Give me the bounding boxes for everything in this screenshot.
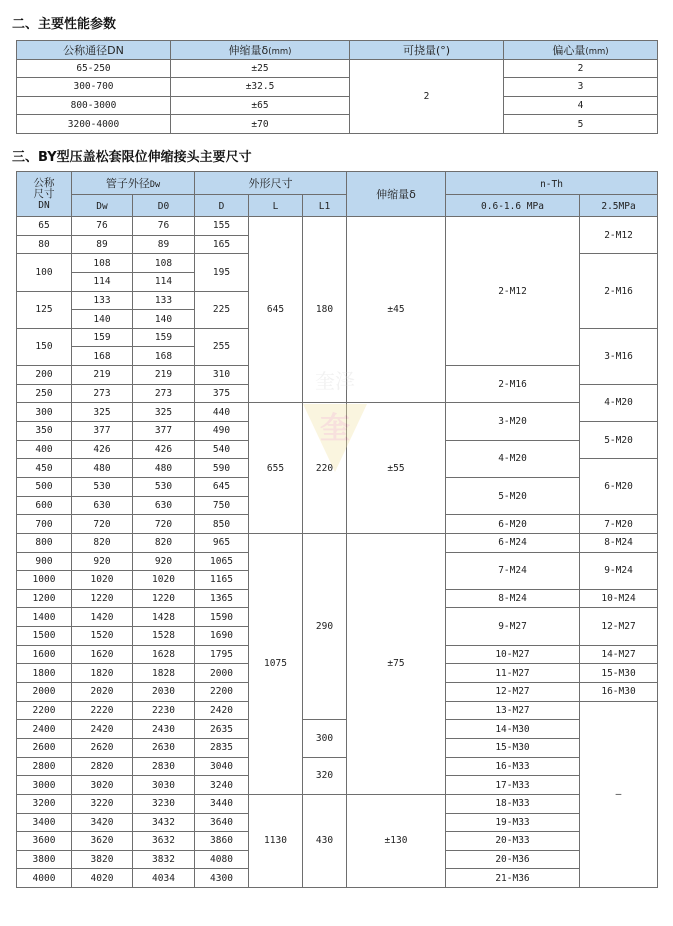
- cell-d0: 3832: [133, 850, 195, 869]
- cell-eccentric: 5: [504, 115, 658, 134]
- cell-d0: 133: [133, 291, 195, 310]
- cell-expansion: ±55: [347, 403, 446, 533]
- cell-dn: 600: [17, 496, 72, 515]
- cell-dw: 480: [72, 459, 133, 478]
- cell-dn: 400: [17, 440, 72, 459]
- table-row: [17, 794, 658, 813]
- cell-bolts-low-pressure: 18-M33: [446, 794, 580, 813]
- cell-dn: 1600: [17, 645, 72, 664]
- cell-dw: 377: [72, 422, 133, 441]
- cell-d0: 3632: [133, 832, 195, 851]
- cell-expansion: ±65: [171, 96, 350, 115]
- cell-dn: 2800: [17, 757, 72, 776]
- cell-bolts-low-pressure: 6-M24: [446, 533, 580, 552]
- cell-dn: 800: [17, 533, 72, 552]
- cell-dw: 426: [72, 440, 133, 459]
- cell-d: 225: [195, 291, 249, 328]
- header-deflection: 可挠量(°): [350, 41, 504, 60]
- cell-d0: 820: [133, 533, 195, 552]
- cell-d: 310: [195, 366, 249, 385]
- cell-expansion: ±25: [171, 59, 350, 78]
- cell-d: 375: [195, 384, 249, 403]
- cell-dw: 89: [72, 235, 133, 254]
- cell-dn: 1500: [17, 627, 72, 646]
- cell-dn: 3200-4000: [17, 115, 171, 134]
- cell-dn: 300-700: [17, 78, 171, 97]
- cell-d0: 630: [133, 496, 195, 515]
- header-dw: Dw: [72, 195, 133, 217]
- cell-d0: 4034: [133, 869, 195, 888]
- cell-dw: 1820: [72, 664, 133, 683]
- cell-d: 3640: [195, 813, 249, 832]
- cell-dn: 2200: [17, 701, 72, 720]
- cell-dn: 700: [17, 515, 72, 534]
- cell-d0: 530: [133, 477, 195, 496]
- cell-d0: 114: [133, 272, 195, 291]
- cell-d0: 920: [133, 552, 195, 571]
- header-pressure-low: 0.6-1.6 MPa: [446, 195, 580, 217]
- cell-d: 2635: [195, 720, 249, 739]
- table-row: [17, 720, 658, 739]
- cell-bolts-low-pressure: 7-M24: [446, 552, 580, 589]
- cell-d0: 3432: [133, 813, 195, 832]
- header-l1: L1: [303, 195, 347, 217]
- cell-dn: 65: [17, 217, 72, 236]
- cell-d0: 1428: [133, 608, 195, 627]
- cell-d: 4300: [195, 869, 249, 888]
- header-dn: 公称 尺寸 DN: [17, 172, 72, 217]
- cell-d0: 2630: [133, 738, 195, 757]
- cell-bolts-high-pressure: 14-M27: [580, 645, 658, 664]
- cell-dw: 630: [72, 496, 133, 515]
- cell-l1: 220: [303, 403, 347, 533]
- cell-dw: 1520: [72, 627, 133, 646]
- cell-bolts-low-pressure: 3-M20: [446, 403, 580, 440]
- cell-dn: 80: [17, 235, 72, 254]
- cell-dn: 2600: [17, 738, 72, 757]
- cell-bolts-high-pressure: 4-M20: [580, 384, 658, 421]
- cell-d: 1365: [195, 589, 249, 608]
- cell-dn: 2400: [17, 720, 72, 739]
- cell-dw: 1020: [72, 571, 133, 590]
- cell-bolts-low-pressure: 10-M27: [446, 645, 580, 664]
- watermark-emblem-char: 奎: [320, 411, 350, 446]
- cell-dn: 3000: [17, 776, 72, 795]
- cell-dw: 1220: [72, 589, 133, 608]
- cell-dw: 4020: [72, 869, 133, 888]
- cell-dw: 2820: [72, 757, 133, 776]
- cell-bolts-low-pressure: 19-M33: [446, 813, 580, 832]
- cell-dn: 1000: [17, 571, 72, 590]
- cell-bolts-low-pressure: 21-M36: [446, 869, 580, 888]
- cell-d0: 1020: [133, 571, 195, 590]
- cell-d: 3040: [195, 757, 249, 776]
- cell-dw: 2220: [72, 701, 133, 720]
- cell-d: 850: [195, 515, 249, 534]
- cell-bolts-low-pressure: 17-M33: [446, 776, 580, 795]
- cell-d0: 159: [133, 328, 195, 347]
- cell-dn: 3400: [17, 813, 72, 832]
- cell-d: 195: [195, 254, 249, 291]
- cell-l: 1075: [249, 533, 303, 794]
- table-row: [17, 59, 658, 78]
- cell-bolts-low-pressure: 20-M33: [446, 832, 580, 851]
- cell-d: 255: [195, 328, 249, 365]
- cell-dn: 3600: [17, 832, 72, 851]
- cell-expansion: ±70: [171, 115, 350, 134]
- cell-d0: 720: [133, 515, 195, 534]
- table-header-row: [17, 41, 658, 60]
- cell-dw: 2620: [72, 738, 133, 757]
- cell-dn: 1400: [17, 608, 72, 627]
- cell-bolts-low-pressure: 4-M20: [446, 440, 580, 477]
- cell-expansion: ±75: [347, 533, 446, 794]
- cell-bolts-high-pressure: 12-M27: [580, 608, 658, 645]
- cell-expansion: ±130: [347, 794, 446, 887]
- table-row: [17, 115, 658, 134]
- cell-d0: 273: [133, 384, 195, 403]
- cell-dw: 159: [72, 328, 133, 347]
- cell-d0: 76: [133, 217, 195, 236]
- cell-bolts-high-pressure: 3-M16: [580, 328, 658, 384]
- cell-l: 645: [249, 217, 303, 403]
- cell-bolts-low-pressure: 16-M33: [446, 757, 580, 776]
- cell-d: 1065: [195, 552, 249, 571]
- table-row: [17, 96, 658, 115]
- cell-l1: 430: [303, 794, 347, 887]
- cell-bolts-high-pressure: 5-M20: [580, 422, 658, 459]
- cell-l1: 290: [303, 533, 347, 719]
- cell-dn: 250: [17, 384, 72, 403]
- cell-dw: 3620: [72, 832, 133, 851]
- cell-dn: 65-250: [17, 59, 171, 78]
- cell-bolts-high-pressure: 6-M20: [580, 459, 658, 515]
- cell-bolts-high-pressure: 2-M16: [580, 254, 658, 329]
- cell-dw: 3020: [72, 776, 133, 795]
- cell-d: 1590: [195, 608, 249, 627]
- header-nth: n-Th: [446, 172, 658, 195]
- cell-dw: 2020: [72, 683, 133, 702]
- cell-bolts-high-pressure: 7-M20: [580, 515, 658, 534]
- cell-dw: 76: [72, 217, 133, 236]
- cell-dn: 350: [17, 422, 72, 441]
- cell-bolts-high-pressure: 15-M30: [580, 664, 658, 683]
- table-row: [17, 78, 658, 97]
- cell-dw: 2420: [72, 720, 133, 739]
- cell-d0: 480: [133, 459, 195, 478]
- cell-bolts-high-pressure: 16-M30: [580, 683, 658, 702]
- cell-bolts-low-pressure: 8-M24: [446, 589, 580, 608]
- cell-bolts-high-pressure: 9-M24: [580, 552, 658, 589]
- header-l: L: [249, 195, 303, 217]
- header-dn-range: 公称通径DN: [17, 41, 171, 60]
- cell-bolts-high-pressure: 8-M24: [580, 533, 658, 552]
- cell-bolts-low-pressure: 11-M27: [446, 664, 580, 683]
- cell-bolts-low-pressure: 9-M27: [446, 608, 580, 645]
- cell-d: 3240: [195, 776, 249, 795]
- cell-dn: 450: [17, 459, 72, 478]
- cell-dw: 720: [72, 515, 133, 534]
- cell-l: 655: [249, 403, 303, 533]
- dimensions-table: [16, 171, 658, 888]
- table-row: [17, 403, 658, 422]
- cell-dn: 300: [17, 403, 72, 422]
- cell-bolts-low-pressure: 6-M20: [446, 515, 580, 534]
- cell-bolts-low-pressure: 13-M27: [446, 701, 580, 720]
- cell-bolts-low-pressure: 20-M36: [446, 850, 580, 869]
- cell-dw: 114: [72, 272, 133, 291]
- cell-dw: 3220: [72, 794, 133, 813]
- cell-d: 590: [195, 459, 249, 478]
- cell-d0: 2430: [133, 720, 195, 739]
- table-row: [17, 533, 658, 552]
- header-expansion: 伸缩量δ: [347, 172, 446, 217]
- cell-dw: 273: [72, 384, 133, 403]
- cell-d0: 108: [133, 254, 195, 273]
- header-d0: D0: [133, 195, 195, 217]
- cell-d0: 1828: [133, 664, 195, 683]
- cell-dw: 920: [72, 552, 133, 571]
- cell-dw: 325: [72, 403, 133, 422]
- cell-dw: 133: [72, 291, 133, 310]
- cell-d0: 1628: [133, 645, 195, 664]
- cell-d0: 426: [133, 440, 195, 459]
- cell-bolts-low-pressure: 14-M30: [446, 720, 580, 739]
- cell-expansion: ±45: [347, 217, 446, 403]
- header-pipe-od: 管子外径Dw: [72, 172, 195, 195]
- cell-d: 2200: [195, 683, 249, 702]
- cell-dn: 4000: [17, 869, 72, 888]
- cell-dn: 3200: [17, 794, 72, 813]
- cell-dn: 3800: [17, 850, 72, 869]
- cell-d: 440: [195, 403, 249, 422]
- cell-dn: 1200: [17, 589, 72, 608]
- cell-bolts-high-pressure: 10-M24: [580, 589, 658, 608]
- header-pressure-high: 2.5MPa: [580, 195, 658, 217]
- cell-dw: 1420: [72, 608, 133, 627]
- cell-d0: 219: [133, 366, 195, 385]
- cell-d0: 3030: [133, 776, 195, 795]
- table-row: [17, 217, 658, 236]
- cell-bolts-low-pressure: 15-M30: [446, 738, 580, 757]
- cell-d0: 168: [133, 347, 195, 366]
- cell-d0: 140: [133, 310, 195, 329]
- cell-d: 2835: [195, 738, 249, 757]
- cell-bolts-low-pressure: 2-M16: [446, 366, 580, 403]
- cell-d: 3860: [195, 832, 249, 851]
- cell-dn: 200: [17, 366, 72, 385]
- cell-eccentric: 3: [504, 78, 658, 97]
- header-outline: 外形尺寸: [195, 172, 347, 195]
- cell-dw: 3420: [72, 813, 133, 832]
- cell-bolts-low-pressure: 5-M20: [446, 477, 580, 514]
- header-d: D: [195, 195, 249, 217]
- cell-d: 155: [195, 217, 249, 236]
- cell-d0: 2030: [133, 683, 195, 702]
- cell-d: 3440: [195, 794, 249, 813]
- table-header-row: [17, 195, 658, 217]
- cell-d: 1795: [195, 645, 249, 664]
- section-heading-performance: 二、主要性能参数: [12, 17, 117, 32]
- cell-d0: 1528: [133, 627, 195, 646]
- cell-dw: 219: [72, 366, 133, 385]
- table-header-row: [17, 172, 658, 195]
- section-heading-dimensions: 三、BY型压盖松套限位伸缩接头主要尺寸: [12, 150, 252, 165]
- cell-l1: 300: [303, 720, 347, 757]
- cell-d: 540: [195, 440, 249, 459]
- cell-d0: 325: [133, 403, 195, 422]
- cell-deflection: 2: [350, 59, 504, 133]
- header-expansion: 伸缩量δ(mm): [171, 41, 350, 60]
- cell-dw: 108: [72, 254, 133, 273]
- cell-d: 165: [195, 235, 249, 254]
- cell-d: 2000: [195, 664, 249, 683]
- cell-dn: 150: [17, 328, 72, 365]
- performance-table: [16, 40, 658, 134]
- cell-bolts-high-pressure: 2-M12: [580, 217, 658, 254]
- cell-d0: 1220: [133, 589, 195, 608]
- cell-d: 645: [195, 477, 249, 496]
- cell-l: 1130: [249, 794, 303, 887]
- header-eccentric: 偏心量(mm): [504, 41, 658, 60]
- cell-dn: 1800: [17, 664, 72, 683]
- cell-d: 2420: [195, 701, 249, 720]
- table-row: [17, 757, 658, 776]
- cell-bolts-low-pressure: 2-M12: [446, 217, 580, 366]
- cell-eccentric: 4: [504, 96, 658, 115]
- cell-dw: 140: [72, 310, 133, 329]
- cell-d0: 89: [133, 235, 195, 254]
- cell-l1: 180: [303, 217, 347, 403]
- cell-bolts-high-pressure: —: [580, 701, 658, 887]
- cell-d0: 2830: [133, 757, 195, 776]
- cell-d: 965: [195, 533, 249, 552]
- cell-dw: 168: [72, 347, 133, 366]
- cell-d: 1690: [195, 627, 249, 646]
- cell-dn: 125: [17, 291, 72, 328]
- cell-dw: 530: [72, 477, 133, 496]
- cell-bolts-low-pressure: 12-M27: [446, 683, 580, 702]
- cell-dn: 800-3000: [17, 96, 171, 115]
- cell-d: 750: [195, 496, 249, 515]
- cell-dn: 500: [17, 477, 72, 496]
- cell-dn: 100: [17, 254, 72, 291]
- cell-dw: 1620: [72, 645, 133, 664]
- cell-expansion: ±32.5: [171, 78, 350, 97]
- cell-d: 490: [195, 422, 249, 441]
- cell-dn: 2000: [17, 683, 72, 702]
- cell-d: 1165: [195, 571, 249, 590]
- cell-dw: 820: [72, 533, 133, 552]
- cell-d0: 377: [133, 422, 195, 441]
- cell-d0: 3230: [133, 794, 195, 813]
- cell-d: 4080: [195, 850, 249, 869]
- cell-l1: 320: [303, 757, 347, 794]
- watermark-brand-text: 奎泽: [315, 369, 355, 393]
- cell-eccentric: 2: [504, 59, 658, 78]
- cell-d0: 2230: [133, 701, 195, 720]
- cell-dw: 3820: [72, 850, 133, 869]
- cell-dn: 900: [17, 552, 72, 571]
